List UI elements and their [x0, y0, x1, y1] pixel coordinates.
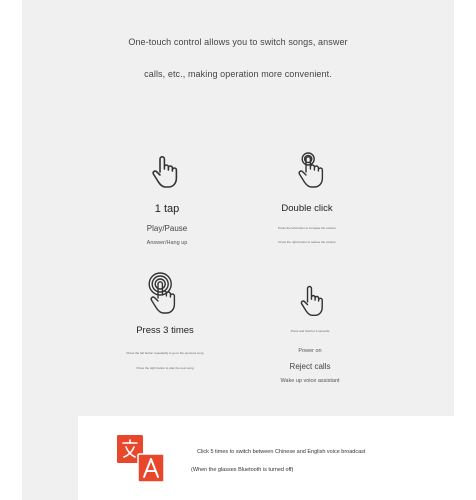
translate-icon	[116, 434, 166, 484]
intro-line-2: calls, etc., making operation more convenient.	[144, 69, 332, 79]
footer-line-1: Click 5 times to switch between Chinese and English voice broadcast	[197, 449, 366, 455]
double-title: Double click	[281, 203, 333, 214]
hold-line-2: Reject calls	[289, 362, 331, 371]
triple-title: Press 3 times	[136, 325, 194, 336]
hold-line-3: Wake up voice assistant	[280, 378, 340, 384]
hold-line-1: Power on	[298, 348, 322, 354]
intro-line-1: One-touch control allows you to switch songs, answer	[128, 37, 348, 47]
footer-line-2: (When the glasses Bluetooth is turned off)	[191, 467, 294, 473]
hold-title: Press and hold for 4 seconds	[290, 329, 330, 333]
pointing-hand-icon	[298, 284, 326, 318]
double-tap-hand-icon	[296, 150, 326, 190]
single-tap-hand-icon	[150, 152, 180, 190]
double-line-2: Press the right button to reduce the volume	[278, 240, 336, 244]
tap1-line-2: Answer/Hang up	[146, 240, 188, 246]
tap1-title: 1 tap	[154, 203, 180, 215]
double-line-1: Press the left button to increase the volume	[278, 226, 336, 230]
triple-tap-hand-icon	[146, 272, 182, 318]
triple-line-1: Press the left button repeatedly to go to the previous song	[126, 351, 204, 355]
tap1-line-1: Play/Pause	[146, 224, 188, 233]
triple-line-2: Press the right button to play the next song	[136, 366, 194, 370]
